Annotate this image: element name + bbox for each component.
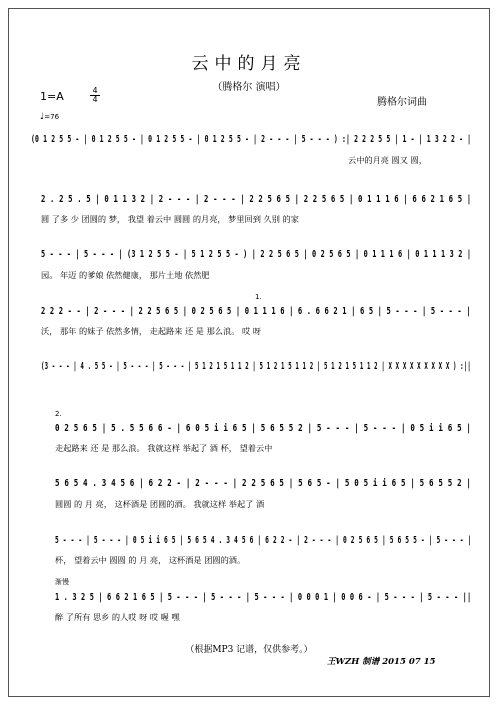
- tempo-value: =76: [44, 113, 60, 121]
- footer-note: （根据MP3 记谱，仅供参考。）: [185, 645, 313, 655]
- notation-row-9: 1 . 3 2 5 | 6 6 2 1 6 5 | 5 - - - | 5 - - - | 5 - - - | 0 0 0 1 | 0 0 6 - | 5 - - - | 5 - - - ||: [55, 592, 472, 603]
- notation-row-6: 0 2 5 6 5 | 5 . 5 5 6 6 - | 6 0 5 i i 6 5 | 5 6 5 5 2 | 5 - - - | 5 - - - | 0 5 i i 6 5 |: [55, 423, 472, 434]
- volta-2-mark: 2.: [55, 410, 62, 418]
- lyrics-row-7: 圆圆 的 月 亮， 这杯酒是 团圆的酒。 我就这样 举起了 酒: [55, 499, 265, 509]
- tempo-change-mark: 渐慢: [55, 578, 69, 586]
- transcriber-signature: 王WZH 制谱 2015 07 15: [327, 657, 436, 667]
- lyrics-row-2: 圆 了多 少 团圆的 梦， 我望 着云中 圆圆 的月亮， 梦里回到 久别 的家: [41, 214, 299, 224]
- volta-1-mark: 1.: [255, 293, 262, 301]
- notation-row-4: 2 2 2 - - | 2 - - - | 2 2 5 6 5 | 0 2 5 6 5 | 0 1 1 1 6 | 6 . 6 6 2 1 | 6 5 | 5 - - - | 5 - - - |: [41, 306, 471, 317]
- singer-note: （腾格尔 演唱）: [212, 82, 286, 93]
- tempo-mark: [40, 112, 59, 122]
- lyrics-row-6: 走起路来 还 是 那么浪。 我就这样 举起了 酒 杯， 望着云中: [55, 443, 273, 453]
- lyrics-row-9: 醉 了所有 思乡 的人哎 呀 哎 喔 嘿: [55, 612, 180, 622]
- time-signature: [90, 87, 100, 104]
- quarter-note-icon: ♩: [40, 112, 45, 122]
- notation-row-7: 5 6 5 4 . 3 4 5 6 | 6 2 2 - | 2 - - - | 2 2 5 6 5 | 5 6 5 - | 5 0 5 i i 6 5 | 5 6 5 5 2 |: [55, 478, 472, 489]
- notation-row-5: (3 - - - | 4 . 5 5 - | 5 - - - | 5 - - - | 5 1 2 1 5 1 1 2 | 5 1 2 1 5 1 1 2 | 5 1 2 1 5 1 1 2 | X X X X X X X X X ) :||: [41, 361, 471, 372]
- lyrics-row-3: 园。 年迈 的爹娘 依然健康， 那片土地 依然肥: [41, 270, 210, 280]
- notation-row-3: 5 - - - | 5 - - - | (3 1 2 5 5 - | 5 1 2 5 5 - ) | 2 2 5 6 5 | 0 2 5 6 5 | 0 1 1 1 6 | 0 1 1 1 3 2 |: [41, 249, 472, 260]
- lyrics-row-8: 杯， 望着云中 圆圆 的 月 亮， 这杯酒是 团圆的酒。: [55, 555, 246, 565]
- notation-row-8: 5 - - - | 5 - - - | 0 5 i i 6 5 | 5 6 5 4 . 3 4 5 6 | 6 2 2 - | 2 - - - | 0 2 5 6 5 | 5 6 5 5 - | 5 - - - |: [55, 535, 472, 546]
- time-signature-top: 4: [90, 87, 100, 96]
- lyrics-row-1: 云中的月亮 圆又 圆，: [348, 155, 427, 165]
- time-signature-bottom: 4: [92, 95, 98, 104]
- notation-row-2: 2 . 2 5 . 5 | 0 1 1 3 2 | 2 - - - | 2 - - - | 2 2 5 6 5 | 2 2 5 6 5 | 0 1 1 1 6 | 6 6 2 1 6 5 |: [41, 194, 472, 205]
- song-title: 云中的月亮: [191, 54, 307, 74]
- score-page: [8, 8, 490, 697]
- key-signature: 1=A: [40, 90, 64, 103]
- credit: 腾格尔词曲: [377, 97, 427, 108]
- lyrics-row-4: 沃， 那年 的妹子 依然多情， 走起路来 还 是 那么浪。 哎 呀: [41, 326, 261, 336]
- notation-row-1: (0 1 2 5 5 - | 0 1 2 5 5 - | 0 1 2 5 5 - | 0 1 2 5 5 - | 2 - - - | 5 - - - ) :| 2 2 2 5 5 | 1 - | 1 3 2 2 - |: [31, 134, 472, 145]
